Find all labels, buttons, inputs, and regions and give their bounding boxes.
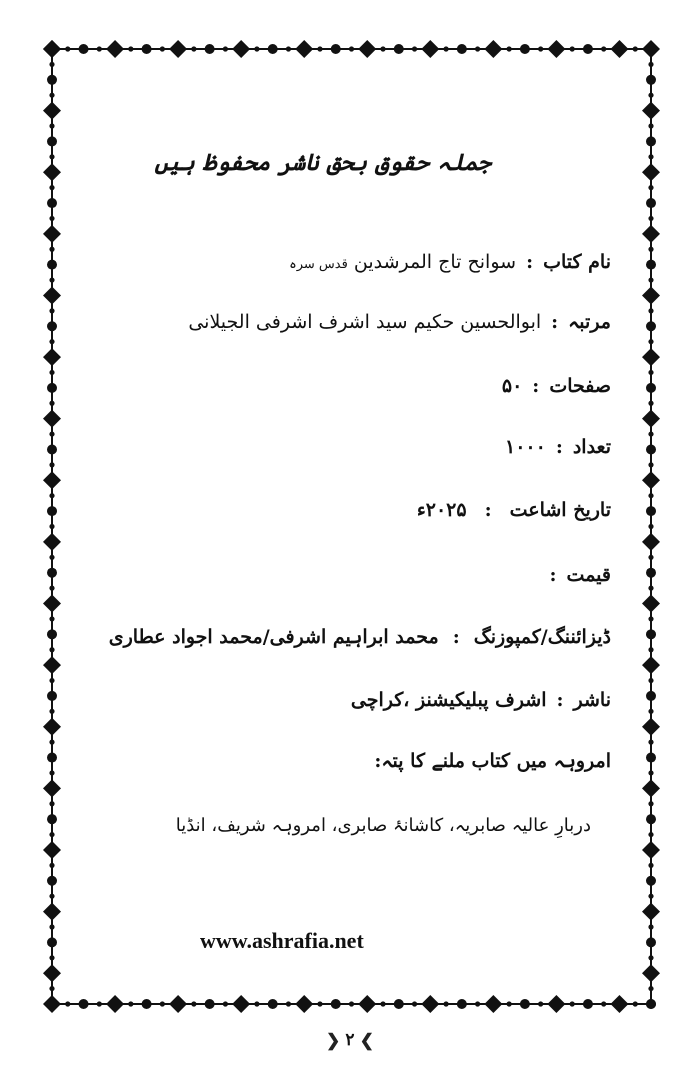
price-label: قیمت (566, 564, 611, 586)
separator: : (556, 689, 564, 711)
separator: : (549, 564, 557, 586)
book-name-suffix: قدس سرہ (289, 257, 348, 272)
design-label: ڈیزائننگ/کمپوزنگ (473, 626, 611, 648)
copyright-heading: جملہ حقوق بحق ناشر محفوظ ہیں (154, 149, 491, 176)
ornament-left-icon: ❮ (326, 1031, 341, 1051)
website-link[interactable]: www.ashrafia.net (200, 928, 364, 953)
publisher-value: اشرف پبلیکیشنز ،کراچی (350, 689, 547, 711)
date-value: ۲۰۲۵ء (416, 499, 467, 521)
book-name-value: سوانح تاج المرشدین (353, 251, 517, 273)
page-number (326, 1030, 374, 1058)
separator: : (555, 436, 563, 458)
imprint-page (96, 33, 611, 1020)
ornament-right-icon: ❯ (359, 1031, 374, 1051)
page-number-value: ۲ (345, 1030, 355, 1050)
separator: : (484, 499, 492, 521)
availability-row (374, 750, 611, 772)
date-label: تاریخ اشاعت (509, 499, 611, 521)
compiler-row (188, 311, 611, 333)
publisher-label: ناشر (573, 689, 611, 711)
date-row (417, 499, 611, 521)
separator: : (551, 311, 559, 333)
address: دربارِ عالیہ صابریہ، کاشانۂ صابری، امروہہ شریف، انڈیا (175, 815, 591, 836)
copies-label: تعداد (572, 436, 611, 458)
separator: : (452, 626, 460, 648)
separator: : (526, 251, 534, 273)
publisher-row (351, 689, 611, 711)
book-name-label: نام کتاب (543, 251, 611, 273)
design-value: محمد ابراہیم اشرفی/محمد اجواد عطاری (108, 626, 439, 648)
book-name-row (289, 251, 611, 273)
compiler-label: مرتبہ (568, 311, 611, 333)
separator: : (532, 375, 540, 397)
copies-row (505, 436, 611, 458)
design-row (109, 626, 611, 648)
pages-value: ۵۰ (501, 375, 523, 397)
availability-label: امروہہ میں کتاب ملنے کا پتہ: (374, 750, 611, 772)
pages-row (502, 375, 611, 397)
copies-value: ۱۰۰۰ (504, 436, 546, 458)
price-row (540, 564, 611, 586)
pages-label: صفحات (549, 375, 611, 397)
compiler-value: ابوالحسین حکیم سید اشرف اشرفی الجیلانی (188, 311, 542, 333)
